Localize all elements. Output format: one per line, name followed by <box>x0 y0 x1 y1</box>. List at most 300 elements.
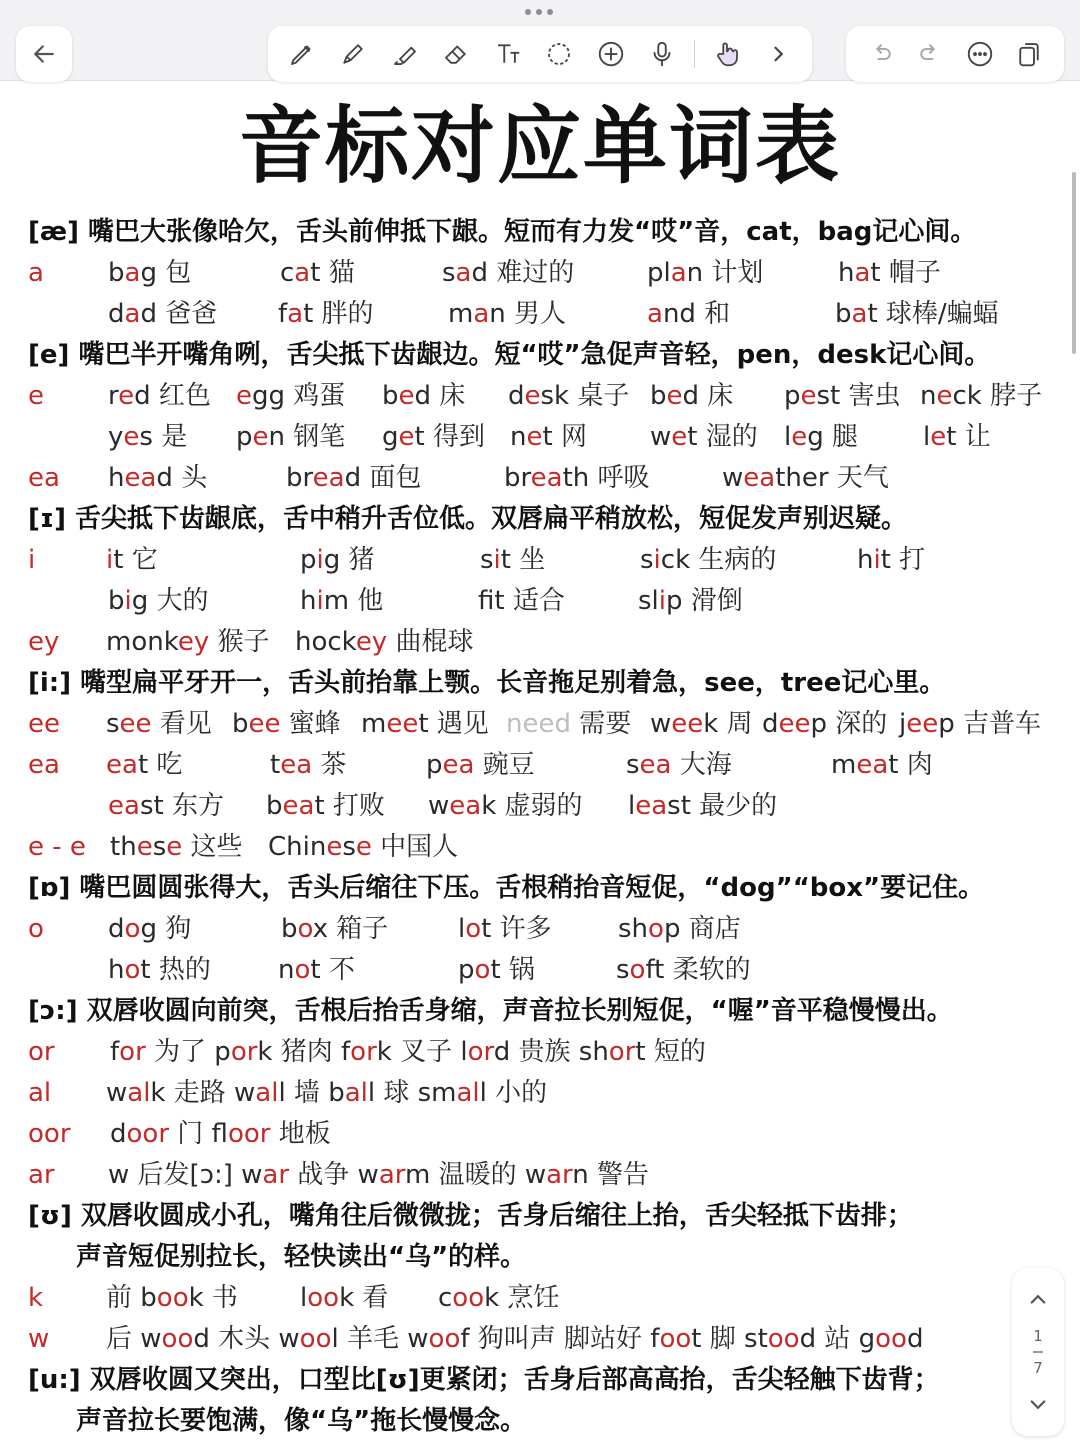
scrollbar-thumb[interactable] <box>1072 172 1076 354</box>
spelling-label: al <box>28 1078 52 1108</box>
word-text: t <box>270 750 281 780</box>
word-row <box>28 294 1048 335</box>
highlighted-letters: ee <box>671 709 704 739</box>
word-text: st 害虫 <box>816 381 901 411</box>
add-icon[interactable] <box>591 34 631 74</box>
word-text: t 肉 <box>888 750 933 780</box>
highlighted-letters: ea <box>108 791 140 821</box>
word-text: 蜜蜂 <box>280 709 341 739</box>
word-entry <box>920 376 1042 417</box>
word-entry <box>426 745 535 786</box>
highlighted-letters: oo <box>161 1324 194 1354</box>
chevron-down-icon[interactable] <box>1018 1384 1058 1424</box>
highlighted-letters: i <box>493 545 501 575</box>
word-text: sh <box>618 914 649 944</box>
word-text: st 最少的 <box>667 791 778 821</box>
page-divider <box>1033 1351 1043 1353</box>
word-text: n <box>506 709 523 739</box>
word-text: hock <box>295 627 356 657</box>
word-entry <box>106 1278 238 1319</box>
spelling-label: k <box>28 1283 44 1313</box>
spelling-label: oor <box>28 1119 71 1149</box>
word-row <box>28 581 1048 622</box>
word-text: w <box>428 791 450 821</box>
highlighted-letters: a <box>473 299 490 329</box>
word-text: t 网 <box>542 422 587 452</box>
word-text: t 坐 <box>500 545 546 575</box>
highlighted-letters: oo <box>307 1283 340 1313</box>
word-text: ft 柔软的 <box>645 955 751 985</box>
word-text: t 脚 st <box>691 1324 768 1354</box>
word-row <box>28 1278 1048 1319</box>
word-text: sk 桌子 <box>540 381 630 411</box>
word-text: p <box>458 955 475 985</box>
phoneme-rule: 声音拉长要饱满，像“乌”拖长慢慢念。 <box>76 1406 527 1436</box>
word-text: p 吉普车 <box>938 709 1042 739</box>
highlighted-letters: e <box>800 381 817 411</box>
highlighted-letters: or <box>350 1037 377 1067</box>
highlighted-letters: e <box>136 832 153 862</box>
word-text: d <box>108 914 125 944</box>
word-text: k 看 <box>339 1283 389 1313</box>
word-text: d 木头 w <box>193 1324 300 1354</box>
word-entry <box>108 950 211 991</box>
word-row <box>28 786 1048 827</box>
word-entry <box>108 909 191 950</box>
word-entry <box>640 540 776 581</box>
word-entry <box>382 417 485 458</box>
word-entry <box>857 540 925 581</box>
phoneme-rule: 声音短促别拉长，轻快读出“乌”的样。 <box>76 1242 527 1272</box>
text-tool-icon[interactable] <box>488 34 528 74</box>
highlighted-letters: a <box>455 258 472 288</box>
word-text: l <box>458 914 466 944</box>
spelling-label: e <box>28 381 44 411</box>
word-text: d <box>762 709 779 739</box>
word-row <box>28 704 1048 745</box>
highlighted-letters: ar <box>546 1160 573 1190</box>
word-row <box>28 1114 1048 1155</box>
highlighted-letters: o <box>474 955 491 985</box>
word-entry <box>106 622 270 663</box>
more-icon[interactable] <box>960 34 1000 74</box>
word-text: n 男人 <box>489 299 567 329</box>
word-text: monk <box>106 627 178 657</box>
highlighted-letters: i <box>316 586 324 616</box>
word-text: p 滑倒 <box>666 586 743 616</box>
highlighted-letters: ea <box>856 750 889 780</box>
word-text: t 打败 <box>314 791 385 821</box>
word-entry <box>280 253 355 294</box>
drawing-tools <box>268 26 812 82</box>
word-row <box>28 458 1048 499</box>
word-entry <box>628 786 777 827</box>
word-entry <box>638 581 743 622</box>
word-text: b <box>382 381 399 411</box>
microphone-icon[interactable] <box>642 34 682 74</box>
word-text: n 钢笔 <box>268 422 346 452</box>
highlighted-letters: i <box>106 545 114 575</box>
word-text: t 它 <box>113 545 158 575</box>
word-text: c <box>438 1283 453 1313</box>
top-toolbar <box>0 0 1080 81</box>
highlighted-letters: a <box>854 258 871 288</box>
word-text: s <box>106 709 120 739</box>
word-entry <box>108 417 187 458</box>
word-entry <box>835 294 999 335</box>
highlighted-letters: a <box>647 299 663 329</box>
word-entry <box>448 294 566 335</box>
word-text: d 贵族 sh <box>493 1037 609 1067</box>
highlighted-letters: e <box>526 422 543 452</box>
highlighted-letters: oo <box>659 1324 692 1354</box>
word-text: t 胖的 <box>303 299 374 329</box>
word-text: t 适合 <box>494 586 565 616</box>
word-text: n 计划 <box>686 258 764 288</box>
word-entry <box>650 704 753 745</box>
word-text: d 头 <box>156 463 208 493</box>
spelling-label: i <box>28 545 36 575</box>
word-entry <box>106 1319 923 1360</box>
word-text: d 床 <box>414 381 466 411</box>
word-row <box>28 417 1048 458</box>
word-text: d 红色 <box>134 381 211 411</box>
highlighted-letters: i <box>124 586 132 616</box>
highlighted-letters: ey <box>355 627 388 657</box>
word-text: l <box>923 422 931 452</box>
highlighted-letters: e <box>936 381 953 411</box>
word-text: ck 生病的 <box>660 545 777 575</box>
word-entry <box>300 540 375 581</box>
highlighted-letters: oo <box>156 1283 189 1313</box>
highlighted-letters: ea <box>639 750 672 780</box>
word-text: nd 和 <box>662 299 731 329</box>
eraser-icon[interactable] <box>436 34 476 74</box>
phoneme-rule: [e] 嘴巴半开嘴角咧，舌尖抵下齿龈边。短“哎”急促声音轻，pen，desk记心间。 <box>28 340 991 370</box>
word-row <box>28 622 1048 663</box>
word-text: 中国人 <box>371 832 459 862</box>
word-text: s <box>626 750 640 780</box>
undo-icon[interactable] <box>861 34 901 74</box>
word-text: 后 w <box>106 1324 162 1354</box>
word-text: p <box>236 422 253 452</box>
word-text: l <box>300 1283 308 1313</box>
word-text: t 不 <box>310 955 355 985</box>
word-text: 门 fl <box>169 1119 228 1149</box>
word-text: p <box>300 545 317 575</box>
back-button[interactable] <box>16 26 72 82</box>
word-text: k 猪肉 f <box>257 1037 351 1067</box>
word-entry <box>458 950 535 991</box>
word-text: t 吃 <box>137 750 183 780</box>
highlighted-letters: o <box>124 955 141 985</box>
word-text: t 帽子 <box>870 258 941 288</box>
word-text: b <box>835 299 852 329</box>
current-page: 1 <box>1033 1327 1043 1345</box>
word-text: l 羊毛 w <box>331 1324 429 1354</box>
highlighted-letters: o <box>629 955 646 985</box>
word-entry <box>626 745 732 786</box>
word-entry <box>458 909 552 950</box>
word-entry <box>110 1114 331 1155</box>
word-entry <box>382 376 465 417</box>
word-text: h <box>857 545 874 575</box>
word-entry <box>281 909 388 950</box>
word-text: d <box>110 1119 127 1149</box>
word-text: c <box>280 258 295 288</box>
word-text: ck 脖子 <box>952 381 1043 411</box>
word-text: st 东方 <box>139 791 224 821</box>
highlighted-letters: i <box>658 586 667 616</box>
highlighted-letters: e <box>398 381 415 411</box>
word-text: g 腿 <box>807 422 859 452</box>
phonics-document <box>28 212 1048 1442</box>
highlighted-letters: ar <box>378 1160 405 1190</box>
page-navigator <box>1012 1268 1064 1436</box>
highlighted-letters: e <box>930 422 947 452</box>
word-text: b <box>266 791 283 821</box>
highlighted-letters: oo <box>875 1324 907 1354</box>
word-text: d 爸爸 <box>140 299 218 329</box>
word-entry <box>838 253 941 294</box>
pencil-icon[interactable] <box>333 34 373 74</box>
word-text: 看见 <box>151 709 212 739</box>
spelling-label: ey <box>28 627 60 657</box>
spelling-label: e - e <box>28 832 86 862</box>
word-entry <box>428 786 583 827</box>
word-text: s <box>152 832 167 862</box>
word-text: k 周 <box>703 709 753 739</box>
word-text: gg 鸡蛋 <box>252 381 346 411</box>
highlighted-letters: ea <box>530 463 563 493</box>
highlighted-letters: ee <box>906 709 939 739</box>
word-row <box>28 827 1048 868</box>
word-text: t 短的 <box>635 1037 706 1067</box>
word-text: br <box>504 463 531 493</box>
highlighted-letters: oor <box>227 1119 271 1149</box>
highlighted-letters: i <box>873 545 881 575</box>
word-text: k 叉子 l <box>376 1037 468 1067</box>
highlighted-letters: e <box>524 381 541 411</box>
phoneme-rule: [ɒ] 嘴巴圆圆张得大，舌头后缩往下压。舌根稍抬音短促，“dog”“box”要记住。 <box>28 873 985 903</box>
word-text: w <box>722 463 744 493</box>
word-text: t 让 <box>946 422 991 452</box>
highlighted-letters: e <box>123 422 140 452</box>
highlighted-letters: ea <box>280 750 313 780</box>
highlighted-letters: ea <box>449 791 482 821</box>
highlighted-letters: e <box>791 422 808 452</box>
word-text: l 小的 <box>479 1078 548 1108</box>
word-text: ther 天气 <box>775 463 889 493</box>
word-text: pl <box>647 258 671 288</box>
word-text: d <box>554 709 571 739</box>
highlighted-letters: oor <box>126 1119 170 1149</box>
pointer-hand-icon[interactable] <box>707 34 747 74</box>
highlighted-letters: ee <box>386 709 419 739</box>
word-text: b <box>232 709 249 739</box>
word-entry <box>110 1032 706 1073</box>
word-entry <box>108 253 191 294</box>
word-text: l 墙 b <box>278 1078 345 1108</box>
word-row <box>28 376 1048 417</box>
word-entry <box>504 458 650 499</box>
chevron-up-icon[interactable] <box>1018 1280 1058 1320</box>
highlighted-letters: e <box>326 832 343 862</box>
word-text: w <box>650 709 672 739</box>
word-entry <box>106 704 212 745</box>
highlighted-letters: e <box>671 422 688 452</box>
word-text: l <box>784 422 792 452</box>
word-entry <box>618 909 741 950</box>
word-entry <box>650 376 733 417</box>
word-row <box>28 1155 1048 1196</box>
word-text: d <box>108 299 125 329</box>
phoneme-rule: [u:] 双唇收圆又突出，口型比[ʊ]更紧闭；舌身后部高高抬，舌尖轻触下齿背； <box>28 1365 940 1395</box>
chevron-right-icon[interactable] <box>758 34 798 74</box>
highlighted-letters: al <box>127 1078 151 1108</box>
word-text: m 温暖的 w <box>404 1160 547 1190</box>
pen-icon[interactable] <box>282 34 322 74</box>
word-entry <box>278 950 355 991</box>
spelling-label: ee <box>28 709 60 739</box>
word-text: 地板 <box>270 1119 331 1149</box>
word-entry <box>647 294 730 335</box>
word-text: 大海 <box>671 750 732 780</box>
word-entry <box>762 704 887 745</box>
word-entry <box>108 294 217 335</box>
word-entry <box>510 417 587 458</box>
word-entry <box>108 581 209 622</box>
highlighted-letters: ea <box>106 750 138 780</box>
word-entry <box>108 786 224 827</box>
highlighted-letters: ea <box>442 750 475 780</box>
word-text: h <box>108 955 125 985</box>
page-title: 音标对应单词表 <box>238 97 841 195</box>
word-text: Chin <box>268 832 327 862</box>
word-text: k 虚弱的 <box>481 791 583 821</box>
word-entry <box>110 827 243 868</box>
highlighted-letters: e <box>398 422 415 452</box>
word-entry <box>108 1155 649 1196</box>
word-entry <box>236 376 345 417</box>
word-row <box>28 540 1048 581</box>
word-entry <box>232 704 341 745</box>
word-entry <box>266 786 385 827</box>
word-row <box>28 950 1048 991</box>
word-entry <box>650 417 758 458</box>
word-text: b <box>108 258 125 288</box>
word-text: g <box>382 422 399 452</box>
word-entry <box>295 622 473 663</box>
highlighted-letters: o <box>124 914 141 944</box>
word-text: s <box>442 258 456 288</box>
word-entry <box>647 253 763 294</box>
word-text: 茶 <box>312 750 347 780</box>
word-entry <box>286 458 421 499</box>
highlighter-icon[interactable] <box>385 34 425 74</box>
word-row <box>28 1032 1048 1073</box>
word-text: b <box>650 381 667 411</box>
word-entry <box>442 253 574 294</box>
word-text: p 深的 <box>810 709 888 739</box>
highlighted-letters: a <box>670 258 687 288</box>
highlighted-letters: ea <box>282 791 315 821</box>
word-text: b <box>281 914 298 944</box>
lasso-icon[interactable] <box>539 34 579 74</box>
highlighted-letters: a <box>294 258 311 288</box>
word-text: th <box>110 832 137 862</box>
word-entry <box>236 417 345 458</box>
arrow-left-icon <box>24 34 64 74</box>
highlighted-letters: a <box>287 299 304 329</box>
word-text: g 猪 <box>323 545 375 575</box>
word-text: f 狗叫声 脚站好 f <box>460 1324 660 1354</box>
highlighted-letters: i <box>653 545 661 575</box>
highlighted-letters: ea <box>124 463 157 493</box>
spelling-label: a <box>28 258 44 288</box>
word-text: t 打 <box>880 545 926 575</box>
highlighted-letters: e <box>166 832 183 862</box>
word-text: n <box>278 955 295 985</box>
word-entry <box>268 827 458 868</box>
word-entry <box>278 294 374 335</box>
highlighted-letters: al <box>344 1078 368 1108</box>
word-text: k 烹饪 <box>484 1283 560 1313</box>
word-entry <box>478 581 565 622</box>
word-text: l 球 sm <box>367 1078 457 1108</box>
word-entry <box>508 376 629 417</box>
spelling-label: ea <box>28 463 60 493</box>
word-text: s <box>480 545 494 575</box>
word-text: g 大的 <box>131 586 209 616</box>
word-text: f <box>278 299 288 329</box>
word-text: n <box>510 422 527 452</box>
highlighted-letters: ar <box>262 1160 290 1190</box>
word-text: d <box>508 381 525 411</box>
word-entry <box>923 417 991 458</box>
word-row <box>28 253 1048 294</box>
word-entry <box>831 745 933 786</box>
spelling-label: ea <box>28 750 60 780</box>
phoneme-rule: [ʊ] 双唇收圆成小孔，嘴角往后微微拢；舌身后缩往上抬，舌尖轻抵下齿排； <box>28 1201 913 1231</box>
word-text: p <box>784 381 801 411</box>
word-text: s <box>342 832 356 862</box>
word-entry <box>106 540 158 581</box>
word-text: t 锅 <box>490 955 535 985</box>
window-grabber[interactable] <box>525 9 553 15</box>
word-text: k 走路 w <box>150 1078 256 1108</box>
word-text: b <box>108 586 125 616</box>
word-text: 豌豆 <box>474 750 535 780</box>
highlighted-letters: e <box>252 422 269 452</box>
word-text: ee <box>522 709 555 739</box>
word-text: x 箱子 <box>312 914 389 944</box>
pages-icon[interactable] <box>1009 34 1049 74</box>
word-text: d 难过的 <box>471 258 575 288</box>
redo-icon[interactable] <box>910 34 950 74</box>
word-entry <box>300 581 383 622</box>
word-text: 这些 <box>182 832 243 862</box>
spelling-label: o <box>28 914 44 944</box>
highlighted-letters: e <box>236 381 252 411</box>
phoneme-rule: [i:] 嘴型扁平牙开一，舌头前抬靠上颚。长音拖足别着急，see，tree记心里。 <box>28 668 946 698</box>
highlighted-letters: ee <box>778 709 811 739</box>
word-row <box>28 745 1048 786</box>
highlighted-letters: a <box>124 299 141 329</box>
highlighted-letters: oo <box>452 1283 485 1313</box>
word-text: 为了 p <box>145 1037 231 1067</box>
highlighted-letters: ee <box>248 709 281 739</box>
